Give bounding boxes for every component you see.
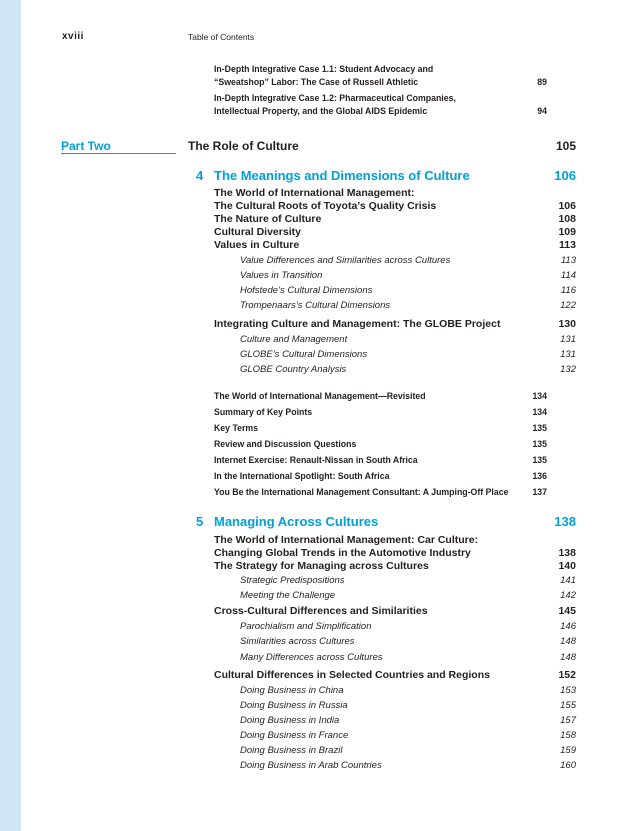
toc-subentry-title: Doing Business in China	[240, 685, 344, 696]
toc-entry	[214, 423, 547, 436]
toc-heading	[214, 239, 576, 252]
toc-subentry-title: Values in Transition	[240, 270, 323, 281]
toc-entry	[214, 407, 547, 420]
toc-entry-page: 136	[532, 471, 548, 482]
toc-subentry-title: Strategic Predispositions	[240, 575, 345, 586]
toc-subentry-page: 114	[560, 270, 576, 281]
chapter-title-text: The Meanings and Dimensions of Culture	[214, 168, 470, 183]
toc-entry	[214, 93, 547, 118]
toc-heading	[214, 187, 576, 213]
toc-subentry-page: 131	[560, 349, 576, 360]
toc-subentry	[240, 300, 576, 312]
part-underline	[61, 153, 176, 154]
toc-subentry-title: Doing Business in France	[240, 730, 349, 741]
chapter-title-text: Managing Across Cultures	[214, 514, 379, 529]
toc-heading-page: 108	[558, 213, 576, 225]
toc-entry-page: 89	[537, 76, 548, 88]
page-number: xviii	[62, 31, 84, 42]
toc-subentry-page: 158	[560, 730, 576, 741]
toc-subentry	[240, 760, 576, 772]
toc-heading-title: Cultural Diversity	[214, 226, 301, 238]
running-title: Table of Contents	[188, 32, 255, 42]
toc-subentry-page: 131	[560, 334, 576, 345]
toc-entry-title: Review and Discussion Questions	[214, 439, 357, 450]
toc-subentry	[240, 621, 576, 633]
toc-entry	[214, 455, 547, 468]
toc-subentry-page: 148	[560, 652, 576, 663]
toc-subentry-page: 132	[560, 364, 576, 375]
chapter-title	[214, 514, 576, 529]
part-title-text: The Role of Culture	[188, 139, 299, 153]
toc-heading-title: The World of International Management: Car Culture:	[214, 534, 479, 546]
toc-heading-page: 145	[558, 605, 576, 617]
toc-heading	[214, 318, 576, 331]
chapter-page: 106	[554, 168, 576, 183]
toc-subentry-title: Doing Business in Brazil	[240, 745, 343, 756]
page-edge-band	[0, 0, 21, 831]
part-page: 105	[555, 139, 576, 153]
toc-subentry-page: 155	[560, 700, 576, 711]
chapter-number: 5	[196, 514, 204, 529]
toc-heading-title: The World of International Management:	[214, 187, 415, 199]
toc-subentry-page: 122	[560, 300, 576, 311]
toc-entry-title: “Sweatshop” Labor: The Case of Russell Athletic	[214, 76, 419, 88]
toc-subentry	[240, 685, 576, 697]
toc-entry-page: 134	[532, 407, 548, 418]
toc-subentry	[240, 285, 576, 297]
toc-subentry-title: GLOBE’s Cultural Dimensions	[240, 349, 368, 360]
toc-subentry-title: Parochialism and Simplification	[240, 621, 372, 632]
toc-subentry-page: 157	[560, 715, 576, 726]
toc-subentry	[240, 364, 576, 376]
toc-heading-page: 113	[559, 239, 576, 251]
toc-heading	[214, 226, 576, 239]
toc-heading	[214, 560, 576, 573]
chapter-number: 4	[196, 168, 204, 183]
toc-subentry	[240, 730, 576, 742]
toc-heading	[214, 669, 576, 682]
toc-entry	[214, 471, 547, 484]
toc-entry	[214, 391, 547, 404]
toc-subentry-title: Doing Business in Russia	[240, 700, 348, 711]
toc-subentry-page: 141	[560, 575, 576, 586]
toc-subentry-page: 148	[560, 636, 576, 647]
toc-entry-title: The World of International Management—Revisited	[214, 391, 426, 402]
toc-subentry	[240, 334, 576, 346]
part-title	[188, 139, 576, 153]
toc-heading-page: 152	[558, 669, 576, 681]
toc-entry-title: Intellectual Property, and the Global AIDS Epidemic	[214, 105, 428, 117]
toc-heading-title: Cross-Cultural Differences and Similarities	[214, 605, 428, 617]
toc-subentry-title: Many Differences across Cultures	[240, 652, 383, 663]
toc-heading-page: 140	[558, 560, 576, 572]
toc-subentry-page: 159	[560, 745, 576, 756]
toc-entry-page: 135	[532, 455, 548, 466]
toc-heading-page: 130	[558, 318, 576, 330]
toc-entry-page: 134	[532, 391, 548, 402]
toc-subentry-page: 142	[560, 590, 576, 601]
part-label: Part Two	[61, 139, 111, 153]
toc-subentry-title: Culture and Management	[240, 334, 348, 345]
toc-subentry-title: GLOBE Country Analysis	[240, 364, 347, 375]
toc-subentry	[240, 349, 576, 361]
toc-subentry-title: Similarities across Cultures	[240, 636, 355, 647]
toc-subentry-page: 146	[560, 621, 576, 632]
toc-subentry-page: 160	[560, 760, 576, 771]
toc-subentry-page: 153	[560, 685, 576, 696]
toc-heading-page: 109	[558, 226, 576, 238]
toc-heading-page: 106	[558, 200, 576, 212]
toc-heading-title: The Strategy for Managing across Cultures	[214, 560, 429, 572]
toc-heading	[214, 213, 576, 226]
chapter-title	[214, 168, 576, 183]
toc-entry-title: You Be the International Management Consultant: A Jumping-Off Place	[214, 487, 509, 498]
toc-subentry-title: Doing Business in Arab Countries	[240, 760, 382, 771]
toc-subentry	[240, 255, 576, 267]
toc-entry	[214, 64, 547, 89]
chapter-page: 138	[554, 514, 576, 529]
toc-entry-page: 137	[532, 487, 548, 498]
toc-heading-title: The Nature of Culture	[214, 213, 322, 225]
toc-subentry-page: 116	[560, 285, 576, 296]
toc-heading-title: Values in Culture	[214, 239, 300, 251]
toc-heading-title: Changing Global Trends in the Automotive Industry	[214, 547, 471, 559]
toc-heading-title: Integrating Culture and Management: The GLOBE Project	[214, 318, 501, 330]
toc-heading-title: The Cultural Roots of Toyota’s Quality Crisis	[214, 200, 437, 212]
toc-entry-title: Internet Exercise: Renault-Nissan in South Africa	[214, 455, 418, 466]
toc-entry-page: 94	[537, 105, 548, 117]
toc-subentry	[240, 745, 576, 757]
toc-heading	[214, 605, 576, 618]
toc-subentry-page: 113	[560, 255, 576, 266]
toc-subentry	[240, 590, 576, 602]
toc-entry	[214, 439, 547, 452]
toc-subentry	[240, 700, 576, 712]
toc-subentry-title: Hofstede’s Cultural Dimensions	[240, 285, 373, 296]
toc-subentry	[240, 715, 576, 727]
toc-subentry-title: Trompenaars’s Cultural Dimensions	[240, 300, 391, 311]
toc-subentry-title: Meeting the Challenge	[240, 590, 336, 601]
toc-heading-title: Cultural Differences in Selected Countries and Regions	[214, 669, 490, 681]
toc-entry	[214, 487, 547, 500]
toc-subentry	[240, 652, 576, 664]
toc-entry-title: In-Depth Integrative Case 1.2: Pharmaceutical Companies,	[214, 93, 456, 104]
toc-subentry	[240, 636, 576, 648]
toc-heading	[214, 534, 576, 560]
toc-entry-title: Key Terms	[214, 423, 259, 434]
toc-subentry-title: Doing Business in India	[240, 715, 340, 726]
toc-heading-page: 138	[558, 547, 576, 559]
toc-subentry	[240, 270, 576, 282]
toc-entry-title: Summary of Key Points	[214, 407, 313, 418]
toc-entry-page: 135	[532, 439, 548, 450]
toc-entry-page: 135	[532, 423, 548, 434]
toc-entry-title: In-Depth Integrative Case 1.1: Student Advocacy and	[214, 64, 434, 75]
toc-subentry-title: Value Differences and Similarities across Cultures	[240, 255, 451, 266]
toc-entry-title: In the International Spotlight: South Africa	[214, 471, 390, 482]
toc-subentry	[240, 575, 576, 587]
